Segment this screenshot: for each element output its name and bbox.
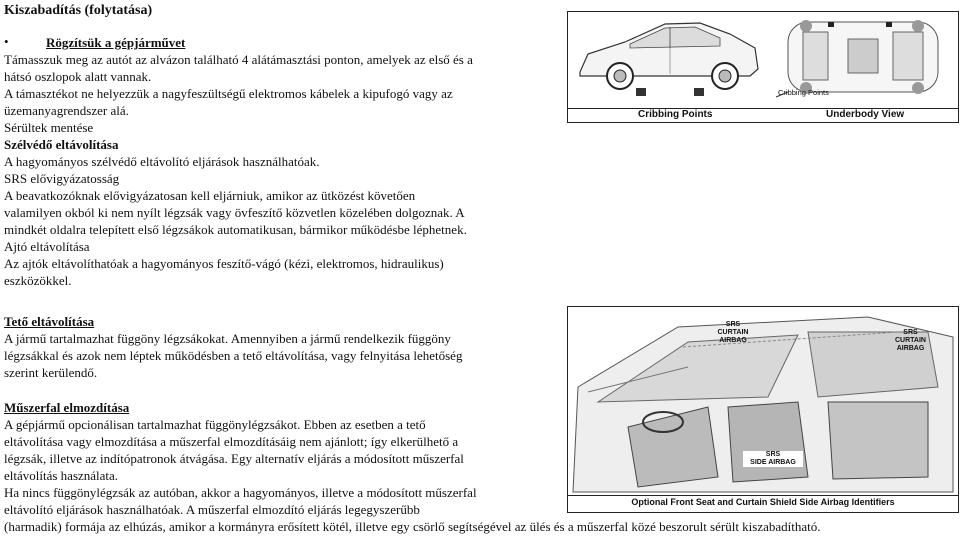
- text-line-9: A hagyományos szélvédő eltávolító eljárások használhatóak.: [4, 154, 320, 169]
- text-line-18: A jármű tartalmazhat függöny légzsákokat. Amennyiben a jármű rendelkezik függöny: [4, 331, 451, 346]
- text-line-11: A beavatkozóknak elővigyázatosan kell eljárniuk, amikor az ütközést követően: [4, 188, 416, 203]
- text-line-28: (harmadik) formája az elhúzás, amikor a kormányra erősített kötél, illetve egy csörlő segítségével az ülés és a műszerfal közé beszorult sérült kiszabadítható.: [4, 519, 821, 534]
- figure-cribbing-points: [567, 11, 959, 123]
- text-line-7: Sérültek mentése: [4, 120, 94, 135]
- text-line-16: eszközökkel.: [4, 273, 72, 288]
- caption-cribbing-points: Cribbing Points: [638, 109, 713, 120]
- text-line-3: Támasszuk meg az autót az alvázon található 4 alátámasztási ponton, amelyek az első és a: [4, 52, 473, 67]
- text-line-2: Rögzítsük a gépjárművet: [46, 35, 186, 50]
- text-line-1: Kiszabadítás (folytatása): [4, 3, 153, 18]
- cribbing-points-inner-label: Cribbing Points: [778, 88, 829, 97]
- text-line-22: A gépjármű opcionálisan tartalmazhat függönylégzsákot. Ebben az esetben a tető: [4, 417, 426, 432]
- text-line-15: Az ajtók eltávolíthatóak a hagyományos feszítő-vágó (kézi, elektromos, hidraulikus): [4, 256, 444, 271]
- text-line-17: Tető eltávolítása: [4, 314, 95, 329]
- text-line-26: Ha nincs függönylégzsák az autóban, akkor a hagyományos, illetve a módosított műszerfal: [4, 485, 477, 500]
- text-line-20: szerint kerülendő.: [4, 365, 98, 380]
- caption-airbag-identifiers: Optional Front Seat and Curtain Shield Side Airbag Identifiers: [631, 497, 895, 507]
- bullet-icon: •: [4, 34, 9, 49]
- text-line-10: SRS elővigyázatosság: [4, 171, 120, 186]
- text-line-24: légzsák, illetve az indítópatronok átvágása. Egy alternatív eljárás a módosított műszerfal: [4, 451, 464, 466]
- srs-curtain-airbag-label-right: SRS CURTAIN AIRBAG: [895, 329, 926, 352]
- text-line-23: eltávolítása vagy elmozdítása a műszerfal elmozdításáig nem ajánlott; így elkerülhető a: [4, 434, 459, 449]
- text-line-25: eltávolítás használata.: [4, 468, 119, 483]
- text-line-27: eltávolító eljárások használhatóak. A műszerfal elmozdító eljárás legegyszerűbb: [4, 502, 420, 517]
- figure-srs-airbag-identifiers: [567, 306, 959, 513]
- srs-curtain-airbag-label-left: SRS CURTAIN AIRBAG: [717, 321, 749, 344]
- caption-underbody-view: Underbody View: [826, 109, 905, 120]
- text-line-4: hátsó oszlopok alatt vannak.: [4, 69, 152, 84]
- text-line-5: A támasztékot ne helyezzük a nagyfeszültségű elektromos kábelek a kipufogó vagy az: [4, 86, 453, 101]
- text-line-21: Műszerfal elmozdítása: [4, 400, 130, 415]
- text-line-6: üzemanyagrendszer alá.: [4, 103, 129, 118]
- text-line-12: valamilyen okból ki nem nyílt légzsák vagy övfeszítő közvetlen közelében dolgoznak. A: [4, 205, 465, 220]
- text-line-14: Ajtó eltávolítása: [4, 239, 90, 254]
- srs-side-airbag-label: SRS SIDE AIRBAG: [743, 451, 803, 467]
- text-line-19: légzsákkal és azok nem léptek működésben a tető eltávolítása, vagy felnyitása lehetőség: [4, 348, 463, 363]
- car-side-view-illustration: [570, 14, 765, 109]
- text-line-13: mindkét oldalra telepített első légzsákok automatikusan, bármikor működésbe léphetnek.: [4, 222, 467, 237]
- text-line-8: Szélvédő eltávolítása: [4, 137, 119, 152]
